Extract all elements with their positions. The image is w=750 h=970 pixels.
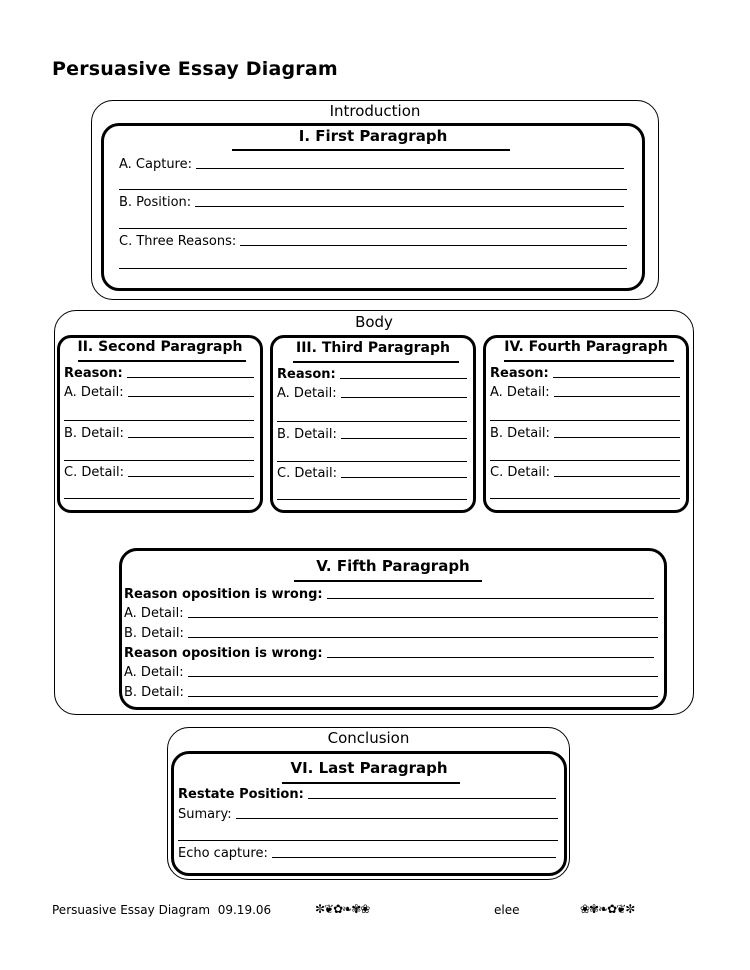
- capture-label: A. Capture:: [119, 157, 192, 172]
- echo-capture-field[interactable]: [178, 846, 556, 861]
- second-paragraph-title: II. Second Paragraph: [77, 339, 243, 355]
- fourth-paragraph-box: [483, 335, 689, 513]
- page-title: Persuasive Essay Diagram: [52, 58, 338, 80]
- reason-label: Reason:: [64, 366, 123, 381]
- reason-label: Reason:: [490, 366, 549, 381]
- sumary-field[interactable]: [178, 807, 558, 822]
- three-reasons-label: C. Three Reasons:: [119, 234, 237, 249]
- detail-c-field[interactable]: [277, 466, 467, 481]
- position-label: B. Position:: [119, 195, 192, 210]
- detail-b-field[interactable]: [124, 626, 658, 641]
- blank-line[interactable]: [119, 268, 627, 269]
- detail-a-label: A. Detail:: [64, 385, 124, 400]
- detail-b-label: B. Detail:: [124, 626, 184, 641]
- footer-text: Persuasive Essay Diagram 09.19.06: [52, 903, 272, 917]
- detail-c-field[interactable]: [490, 465, 680, 480]
- detail-c-field[interactable]: [64, 465, 254, 480]
- position-field[interactable]: [119, 195, 624, 210]
- introduction-label: Introduction: [329, 102, 421, 120]
- detail-b-field[interactable]: [490, 426, 680, 441]
- detail-a-label: A. Detail:: [124, 665, 184, 680]
- second-paragraph-box: [57, 335, 263, 513]
- blank-line[interactable]: [64, 420, 254, 421]
- fifth-paragraph-box: [119, 548, 667, 710]
- third-paragraph-box: [270, 335, 476, 513]
- title-underline: [504, 360, 674, 362]
- blank-line[interactable]: [119, 189, 627, 190]
- blank-line[interactable]: [490, 498, 680, 499]
- detail-b-field[interactable]: [277, 427, 467, 442]
- blank-line[interactable]: [277, 499, 467, 500]
- footer-author: elee: [494, 903, 520, 917]
- reason-wrong-label: Reason oposition is wrong:: [124, 646, 323, 661]
- blank-line[interactable]: [119, 228, 627, 229]
- reason-field[interactable]: [277, 367, 467, 382]
- ornament-left-icon: ✼❦✿❧✾❀: [315, 902, 370, 916]
- blank-line[interactable]: [490, 460, 680, 461]
- reason-field[interactable]: [64, 366, 254, 381]
- detail-a-label: A. Detail:: [490, 385, 550, 400]
- reason-wrong-field-2[interactable]: [124, 646, 654, 661]
- conclusion-label: Conclusion: [327, 729, 410, 747]
- sumary-label: Sumary:: [178, 807, 232, 822]
- detail-b-label: B. Detail:: [124, 685, 184, 700]
- detail-c-label: C. Detail:: [490, 465, 551, 480]
- detail-b-label: B. Detail:: [490, 426, 550, 441]
- detail-a-label: A. Detail:: [124, 606, 184, 621]
- blank-line[interactable]: [119, 288, 627, 289]
- detail-a-field[interactable]: [124, 665, 658, 680]
- ornament-right-icon: ❀✾❧✿❦✼: [580, 902, 635, 916]
- first-paragraph-box: [101, 123, 645, 291]
- detail-a-field[interactable]: [277, 386, 467, 401]
- detail-b-field[interactable]: [64, 426, 254, 441]
- capture-field[interactable]: [119, 157, 624, 172]
- fifth-paragraph-title: V. Fifth Paragraph: [316, 557, 470, 575]
- title-underline: [78, 360, 246, 362]
- blank-line[interactable]: [64, 460, 254, 461]
- title-underline: [282, 782, 460, 784]
- detail-c-label: C. Detail:: [277, 466, 338, 481]
- reason-label: Reason:: [277, 367, 336, 382]
- fourth-paragraph-title: IV. Fourth Paragraph: [504, 339, 668, 355]
- echo-capture-label: Echo capture:: [178, 846, 268, 861]
- blank-line[interactable]: [64, 498, 254, 499]
- third-paragraph-title: III. Third Paragraph: [296, 340, 450, 356]
- detail-b-field[interactable]: [124, 685, 658, 700]
- body-section: [54, 310, 694, 715]
- blank-line[interactable]: [178, 840, 558, 841]
- body-label: Body: [355, 313, 393, 331]
- first-paragraph-title: I. First Paragraph: [298, 127, 448, 145]
- detail-b-label: B. Detail:: [64, 426, 124, 441]
- reason-wrong-field-1[interactable]: [124, 587, 654, 602]
- detail-a-field[interactable]: [64, 385, 254, 400]
- reason-wrong-label: Reason oposition is wrong:: [124, 587, 323, 602]
- blank-line[interactable]: [490, 420, 680, 421]
- blank-line[interactable]: [277, 421, 467, 422]
- detail-a-label: A. Detail:: [277, 386, 337, 401]
- last-paragraph-box: [171, 751, 567, 876]
- restate-position-label: Restate Position:: [178, 787, 304, 802]
- last-paragraph-title: VI. Last Paragraph: [290, 759, 448, 777]
- detail-c-label: C. Detail:: [64, 465, 125, 480]
- detail-a-field[interactable]: [490, 385, 680, 400]
- title-underline: [293, 361, 459, 363]
- conclusion-section: [167, 727, 570, 880]
- blank-line[interactable]: [277, 461, 467, 462]
- detail-a-field[interactable]: [124, 606, 658, 621]
- title-underline: [232, 149, 510, 151]
- restate-position-field[interactable]: [178, 787, 556, 802]
- introduction-section: [91, 100, 659, 300]
- reason-field[interactable]: [490, 366, 680, 381]
- detail-b-label: B. Detail:: [277, 427, 337, 442]
- title-underline: [294, 580, 482, 582]
- three-reasons-field[interactable]: [119, 234, 627, 249]
